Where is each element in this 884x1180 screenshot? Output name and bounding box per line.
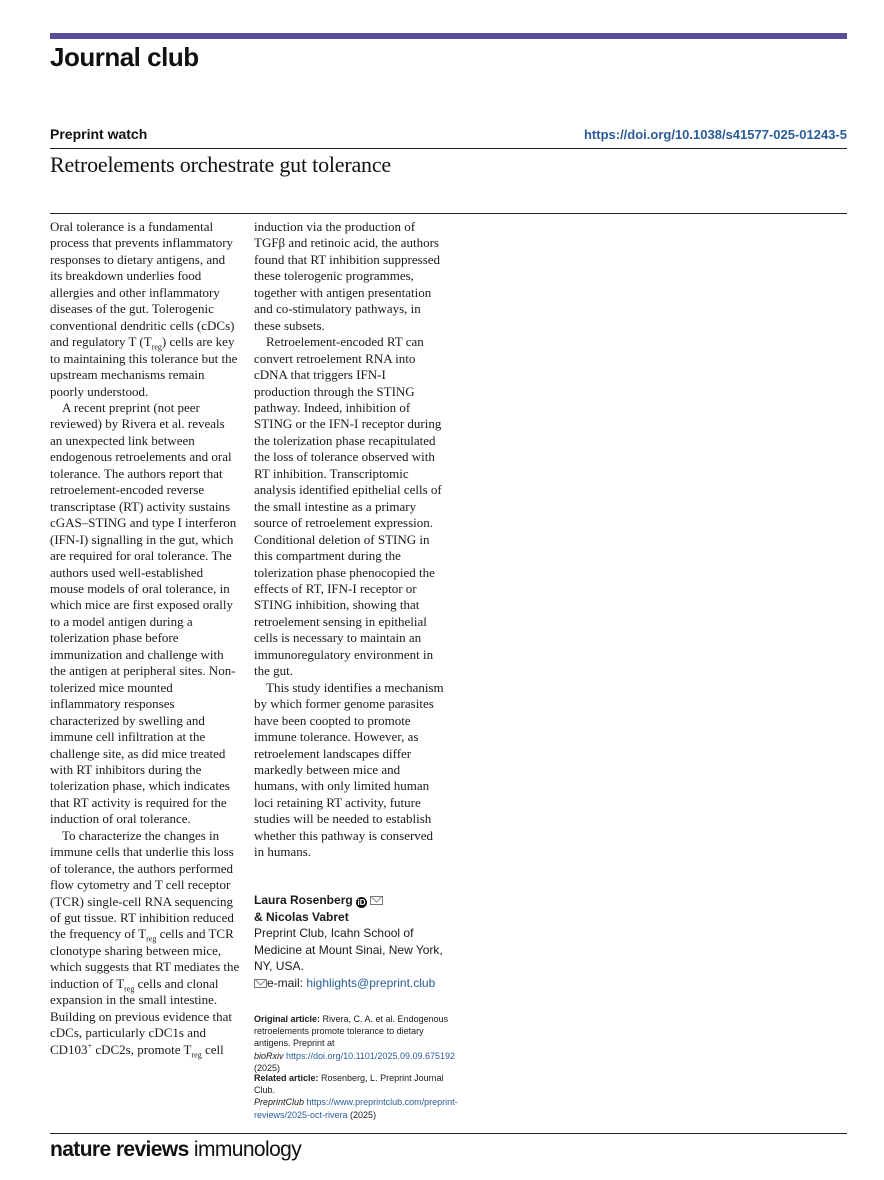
journal-accent-bar (50, 33, 847, 39)
article-title: Retroelements orchestrate gut tolerance (50, 152, 391, 177)
related-article-link[interactable]: https://www.preprintclub.com/preprint-reviews/2025-oct-rivera (254, 1097, 458, 1120)
paragraph-2: A recent preprint (not peer reviewed) by Rivera et al. reveals an unexpected link between endogenous retroelements and oral tolerance. The authors report that retroelement-encoded reverse transcriptase (RT) activity sustains cGAS–STING and type I interferon (IFN-I) signalling in the gut, which are required for oral tolerance. The authors used well-established mouse models of oral tolerance, in which mice are first exposed orally to a model antigen during a tolerization phase before immunization and challenge with the antigen at peripheral sites. Non-tolerized mice mounted inflammatory responses characterized by swelling and immune cell infiltration at the challenge site, as did mice treated with RT inhibitors during the tolerization phase, which indicates that RT activity is required for the induction of oral tolerance. (50, 399, 237, 827)
author-block (254, 892, 454, 992)
header-rule (50, 148, 847, 149)
section-title: Journal club (50, 42, 199, 72)
doi-link[interactable]: https://doi.org/10.1038/s41577-025-01243-5 (583, 127, 847, 142)
paragraph-1: Oral tolerance is a fundamental process that prevents inflammatory responses to dietary antigens, and its breakdown underlies food allergies and other inflammatory diseases of the gut. Tolerogenic conventional dendritic cells (cDCs) and regulatory T $(T_{reg})$ cells are key to maintaining this tolerance but the upstream mechanisms remain poorly understood. (50, 219, 238, 399)
footer-rule (50, 1133, 847, 1134)
body-column-1 (50, 219, 240, 1058)
author-name: Laura Rosenberg (254, 893, 353, 907)
original-article-link[interactable]: https://doi.org/10.1101/2025.09.09.675192 (286, 1050, 456, 1061)
body-column-2 (254, 219, 444, 861)
author-name-2: & Nicolas Vabret (254, 909, 349, 924)
email-link[interactable]: highlights@preprint.club (306, 975, 436, 990)
journal-logo: nature reviews immunology (50, 1138, 302, 1161)
mail-icon (254, 979, 267, 988)
paragraph-4: Retroelement-encoded RT can convert retroelement RNA into cDNA that triggers IFN-I production through the STING pathway. Indeed, inhibition of STING or the IFN-I receptor during the tolerization phase recapitulated the loss of tolerance observed with RT inhibition. Transcriptomic analysis identified epithelial cells of the small intestine as a primary source of retroelement expression. Conditional deletion of STING in this compartment during the tolerization phase phenocopied the effects of RT, IFN-I receptor or STING inhibition, showing that retroelement sensing in epithelial cells is necessary to maintain an immunoregulatory environment in the gut. (254, 334, 442, 679)
title-rule (50, 213, 847, 214)
orcid-icon[interactable]: iD (357, 898, 366, 907)
author-email-line: e-mail: highlights@preprint.club (254, 975, 454, 992)
original-article-reference: Original article: Rivera, C. A. et al. Endogenous retroelements promote tolerance to dietary antigens. Preprint at bioRxiv https://doi.org/10.1101/2025.09.09.675192 (2025) (254, 1014, 456, 1073)
paragraph-3: To characterize the changes in immune cells that underlie this loss of tolerance, the authors performed flow cytometry and T cell receptor (TCR) single-cell RNA sequencing of gut tissue. RT inhibition reduced the frequency of $T_{reg}$ cells and TCR clonotype sharing between mice, which suggests that RT mediates the induction of $T_{reg}$ cells and clonal expansion in the small intestine. Building on previous evidence that cDCs, particularly cDC1s and CD103+ cDC2s, promote $T_{reg}$ cell (50, 827, 240, 1060)
related-article-reference: Related article: Rosenberg, L. Preprint Journal Club. PreprintClub https://www.preprintclub.com/preprint-reviews/2025-oct-rivera (2025) (254, 1073, 458, 1120)
article-kicker: Preprint watch (50, 126, 148, 142)
paragraph-3-continued: induction via the production of TGFβ and retinoic acid, the authors found that RT inhibition suppressed these tolerogenic programmes, together with antigen presentation and co-stimulatory pathways, in these subsets. (254, 219, 441, 333)
mail-icon[interactable] (370, 896, 383, 905)
author-line-1 (254, 892, 454, 909)
author-affiliation: Preprint Club, Icahn School of Medicine at Mount Sinai, New York, NY, USA. (254, 926, 443, 974)
paragraph-5: This study identifies a mechanism by which former genome parasites have been coopted to promote immune tolerance. However, as retroelement landscapes differ markedly between mice and humans, with only limited human loci retaining RT activity, future studies will be needed to establish whether this pathway is conserved in humans. (254, 679, 444, 860)
